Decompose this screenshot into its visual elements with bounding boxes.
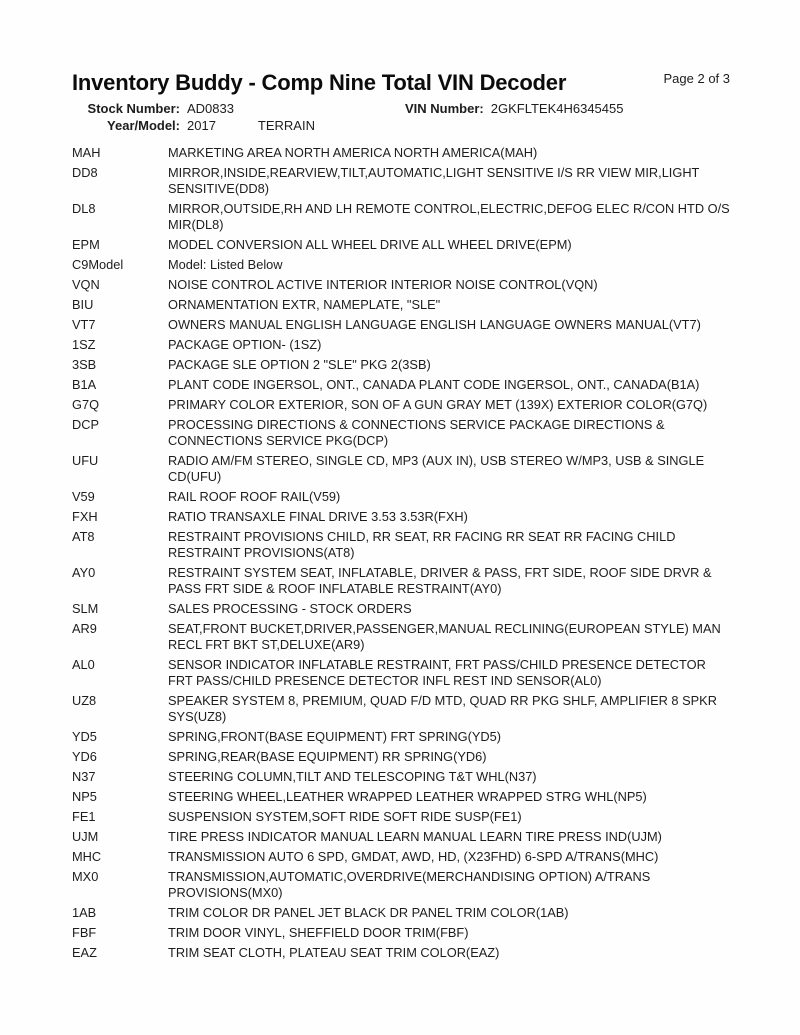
table-row: [72, 165, 730, 197]
table-row: [72, 397, 730, 413]
stock-vin-line: [72, 100, 730, 117]
option-code: V59: [72, 489, 95, 504]
year-value: 2017: [187, 118, 216, 133]
option-code: UZ8: [72, 693, 97, 708]
table-row: [72, 357, 730, 373]
option-description: SALES PROCESSING - STOCK ORDERS: [168, 601, 412, 616]
vin-code-table: [72, 145, 730, 961]
option-code: AY0: [72, 565, 96, 580]
option-code: FBF: [72, 925, 97, 940]
option-description: NOISE CONTROL ACTIVE INTERIOR INTERIOR NOISE CONTROL(VQN): [168, 277, 598, 292]
table-row: [72, 257, 730, 273]
option-code: AT8: [72, 529, 95, 544]
model-value: TERRAIN: [257, 118, 315, 133]
vin-number-value: 2GKFLTEK4H6345455: [490, 101, 624, 116]
option-description: MIRROR,INSIDE,REARVIEW,TILT,AUTOMATIC,LIGHT SENSITIVE I/S RR VIEW MIR,LIGHT SENSITIVE(DD8): [168, 165, 700, 196]
option-description: SENSOR INDICATOR INFLATABLE RESTRAINT, FRT PASS/CHILD PRESENCE DETECTOR FRT PASS/CHILD PRESENCE DETECTOR INFL REST IND SENSOR(AL0): [168, 657, 706, 688]
option-description: SEAT,FRONT BUCKET,DRIVER,PASSENGER,MANUAL RECLINING(EUROPEAN STYLE) MAN RECL FRT BKT ST,DELUXE(AR9): [168, 621, 721, 652]
table-row: [72, 729, 730, 745]
option-description: TIRE PRESS INDICATOR MANUAL LEARN MANUAL LEARN TIRE PRESS IND(UJM): [168, 829, 662, 844]
vehicle-info: [72, 100, 730, 134]
option-code: AR9: [72, 621, 97, 636]
option-code: FXH: [72, 509, 98, 524]
table-row: [72, 693, 730, 725]
table-row: [72, 377, 730, 393]
option-code: EPM: [72, 237, 100, 252]
option-description: SPEAKER SYSTEM 8, PREMIUM, QUAD F/D MTD, QUAD RR PKG SHLF, AMPLIFIER 8 SPKR SYS(UZ8): [168, 693, 717, 724]
table-row: [72, 945, 730, 961]
table-row: [72, 201, 730, 233]
year-model-line: [72, 117, 730, 134]
option-code: NP5: [72, 789, 97, 804]
option-description: SPRING,REAR(BASE EQUIPMENT) RR SPRING(YD6): [168, 749, 487, 764]
table-row: [72, 789, 730, 805]
option-description: MODEL CONVERSION ALL WHEEL DRIVE ALL WHEEL DRIVE(EPM): [168, 237, 572, 252]
table-row: [72, 145, 730, 161]
page-title: Inventory Buddy - Comp Nine Total VIN Decoder: [72, 70, 567, 95]
option-code: B1A: [72, 377, 97, 392]
option-code: N37: [72, 769, 96, 784]
table-row: [72, 849, 730, 865]
option-description: RAIL ROOF ROOF RAIL(V59): [168, 489, 341, 504]
option-description: MARKETING AREA NORTH AMERICA NORTH AMERICA(MAH): [168, 145, 538, 160]
option-description: RESTRAINT SYSTEM SEAT, INFLATABLE, DRIVER & PASS, FRT SIDE, ROOF SIDE DRVR & PASS FRT SIDE & ROOF INFLATABLE RESTRAINT(AY0): [168, 565, 712, 596]
stock-number-label: Stock Number:: [87, 101, 180, 116]
option-description: ORNAMENTATION EXTR, NAMEPLATE, "SLE": [168, 297, 441, 312]
stock-number-value: AD0833: [187, 101, 234, 116]
option-description: TRIM SEAT CLOTH, PLATEAU SEAT TRIM COLOR(EAZ): [168, 945, 500, 960]
table-row: [72, 453, 730, 485]
option-description: OWNERS MANUAL ENGLISH LANGUAGE ENGLISH LANGUAGE OWNERS MANUAL(VT7): [168, 317, 701, 332]
table-row: [72, 657, 730, 689]
option-code: YD5: [72, 729, 97, 744]
option-description: Model: Listed Below: [168, 257, 283, 272]
option-code: MHC: [72, 849, 102, 864]
table-row: [72, 869, 730, 901]
option-description: PRIMARY COLOR EXTERIOR, SON OF A GUN GRAY MET (139X) EXTERIOR COLOR(G7Q): [168, 397, 708, 412]
table-row: [72, 529, 730, 561]
option-code: 3SB: [72, 357, 97, 372]
option-description: PACKAGE OPTION- (1SZ): [168, 337, 322, 352]
table-row: [72, 277, 730, 293]
option-code: DD8: [72, 165, 98, 180]
option-code: VQN: [72, 277, 100, 292]
table-row: [72, 417, 730, 449]
option-description: SUSPENSION SYSTEM,SOFT RIDE SOFT RIDE SUSP(FE1): [168, 809, 522, 824]
page-indicator: Page 2 of 3: [663, 71, 730, 86]
option-description: PLANT CODE INGERSOL, ONT., CANADA PLANT CODE INGERSOL, ONT., CANADA(B1A): [168, 377, 700, 392]
option-code: YD6: [72, 749, 97, 764]
option-code: DL8: [72, 201, 96, 216]
option-code: AL0: [72, 657, 95, 672]
option-description: SPRING,FRONT(BASE EQUIPMENT) FRT SPRING(YD5): [168, 729, 501, 744]
document-header: [72, 70, 730, 96]
option-code: 1AB: [72, 905, 97, 920]
option-code: MAH: [72, 145, 101, 160]
option-code: UFU: [72, 453, 99, 468]
table-row: [72, 769, 730, 785]
option-description: TRANSMISSION AUTO 6 SPD, GMDAT, AWD, HD, (X23FHD) 6-SPD A/TRANS(MHC): [168, 849, 659, 864]
table-row: [72, 601, 730, 617]
option-code: MX0: [72, 869, 99, 884]
table-row: [72, 237, 730, 253]
vin-number-label: VIN Number:: [405, 101, 484, 116]
vin-group: [405, 100, 623, 117]
option-description: RADIO AM/FM STEREO, SINGLE CD, MP3 (AUX IN), USB STEREO W/MP3, USB & SINGLE CD(UFU): [168, 453, 705, 484]
option-description: PACKAGE SLE OPTION 2 "SLE" PKG 2(3SB): [168, 357, 431, 372]
option-code: SLM: [72, 601, 99, 616]
option-description: STEERING COLUMN,TILT AND TELESCOPING T&T WHL(N37): [168, 769, 537, 784]
option-description: STEERING WHEEL,LEATHER WRAPPED LEATHER WRAPPED STRG WHL(NP5): [168, 789, 647, 804]
table-row: [72, 565, 730, 597]
option-description: TRANSMISSION,AUTOMATIC,OVERDRIVE(MERCHANDISING OPTION) A/TRANS PROVISIONS(MX0): [168, 869, 651, 900]
option-code: VT7: [72, 317, 96, 332]
option-description: RATIO TRANSAXLE FINAL DRIVE 3.53 3.53R(FXH): [168, 509, 468, 524]
option-code: C9Model: [72, 257, 124, 272]
option-description: MIRROR,OUTSIDE,RH AND LH REMOTE CONTROL,ELECTRIC,DEFOG ELEC R/CON HTD O/S MIR(DL8): [168, 201, 730, 232]
option-code: DCP: [72, 417, 100, 432]
option-code: EAZ: [72, 945, 97, 960]
table-row: [72, 509, 730, 525]
table-row: [72, 829, 730, 845]
table-row: [72, 489, 730, 505]
option-code: BIU: [72, 297, 94, 312]
table-row: [72, 337, 730, 353]
year-model-label: Year/Model:: [107, 118, 180, 133]
table-row: [72, 621, 730, 653]
table-row: [72, 925, 730, 941]
option-description: TRIM COLOR DR PANEL JET BLACK DR PANEL TRIM COLOR(1AB): [168, 905, 569, 920]
option-code: 1SZ: [72, 337, 96, 352]
option-description: RESTRAINT PROVISIONS CHILD, RR SEAT, RR FACING RR SEAT RR FACING CHILD RESTRAINT PROVISIONS(AT8): [168, 529, 676, 560]
table-row: [72, 297, 730, 313]
option-description: PROCESSING DIRECTIONS & CONNECTIONS SERVICE PACKAGE DIRECTIONS & CONNECTIONS SERVICE PKG(DCP): [168, 417, 665, 448]
option-code: FE1: [72, 809, 96, 824]
option-code: UJM: [72, 829, 99, 844]
option-description: TRIM DOOR VINYL, SHEFFIELD DOOR TRIM(FBF): [168, 925, 469, 940]
table-row: [72, 749, 730, 765]
table-row: [72, 905, 730, 921]
table-row: [72, 317, 730, 333]
table-row: [72, 809, 730, 825]
option-code: G7Q: [72, 397, 100, 412]
